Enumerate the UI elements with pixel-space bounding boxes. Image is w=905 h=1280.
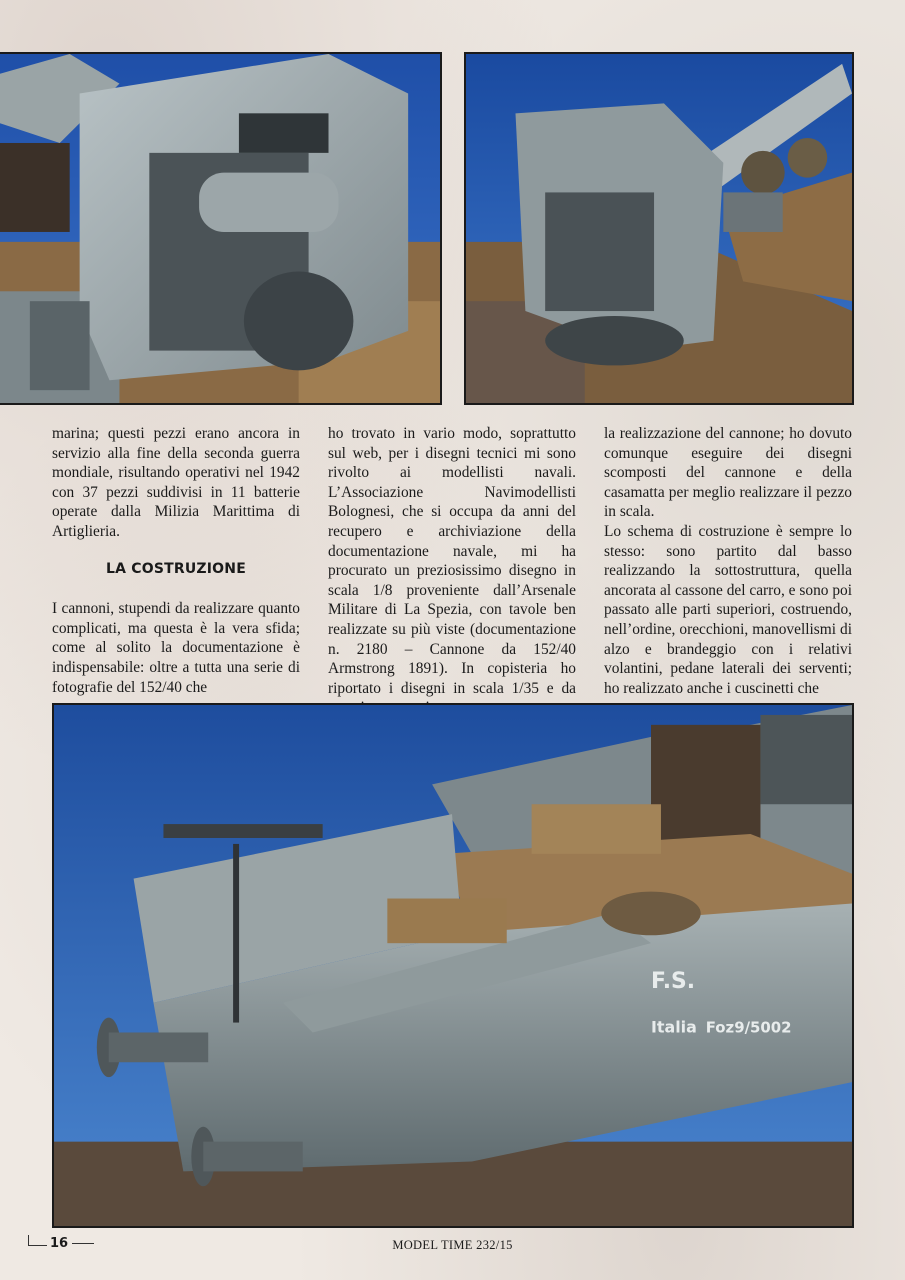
- magazine-footer: MODEL TIME 232/15: [392, 1238, 513, 1252]
- section-heading: LA COSTRUZIONE: [106, 560, 246, 577]
- text-column-3: [604, 424, 852, 698]
- paragraph: la realizzazione del cannone; ho dovuto comunque eseguire dei disegni scomposti del cannone e della casamatta per meglio realizzare il pezzo in scala.: [604, 425, 852, 521]
- page-number-text: 16: [50, 1236, 69, 1251]
- paragraph: I cannoni, stupendi da realizzare quanto complicati, ma questa è la vera sfida; come al solito la documentazione è indispensabile: oltre a tutta una serie di fotografie del 152/40 che: [52, 600, 300, 696]
- text-column-1: [52, 424, 300, 697]
- photo-railway-wagon: [52, 703, 854, 1228]
- paragraph: marina; questi pezzi erano ancora in servizio alla fine della seconda guerra mondiale, risultando operativi nel 1942 con 37 pezzi suddivisi in 11 batterie operate dalla Milizia Marittima di Artiglieria.: [52, 425, 300, 540]
- marking-fs: F.S.: [651, 968, 696, 994]
- marking-number: Foz9/5002: [705, 1018, 792, 1037]
- paragraph: ho trovato in vario modo, soprattutto sul web, per i disegni tecnici mi sono rivolto ai modellisti navali. L’Associazione Navimodellisti Bolognesi, che si occupa da anni del recupero e archiviazione della documentazione navale, mi ha procurato un preziosissimo disegno in scala 1/8 proveniente dall’Arsenale Militare di La Spezia, con tavole ben realizzate su più viste (documentazione n. 2180 – Cannone da 152/40 Armstrong 1891). In copisteria ho riportato i disegni in scala 1/35 e da: [328, 425, 576, 697]
- photo-gun-side-right: [464, 52, 854, 405]
- paragraph: Lo schema di costruzione è sempre lo stesso: sono partito dal basso realizzando la sottostruttura, quella ancorata al cassone del carro, e sono poi passato alle parti superiori, costruendo, nell’ordine, orecchioni, manovellismi di alzo e brandeggio con i relativi volantini, pedane laterali dei serventi; ho realizzato anche i cuscinetti che: [604, 522, 852, 697]
- marking-italia: Italia: [651, 1017, 697, 1037]
- text-column-2: [328, 424, 576, 718]
- photo-gun-closeup-left: [0, 52, 442, 405]
